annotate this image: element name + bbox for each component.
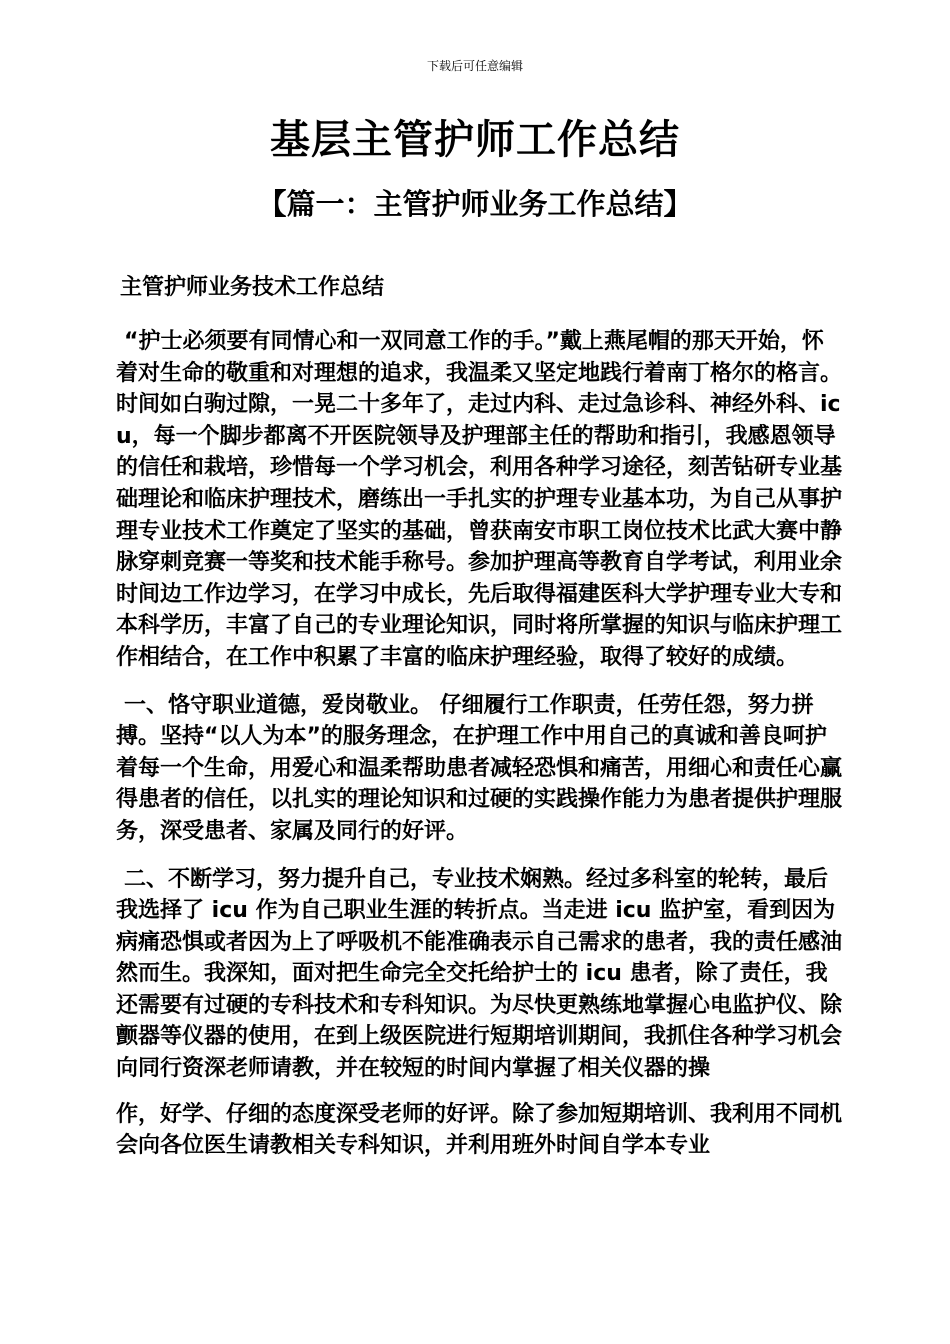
section-heading: 主管护师业务技术工作总结 <box>120 275 385 300</box>
paragraph-continued: 作，好学、仔细的态度深受老师的好评。除了参加短期培训、我利用不同机会向各位医生请教相关专科知识，并利用班外时间自学本专业 <box>116 1101 843 1159</box>
paragraph-point-two: 二、不断学习，努力提升自己，专业技术娴熟。经过多科室的轮转，最后我选择了 icu 作为自己职业生涯的转折点。当走进 icu 监护室，看到因为病痛恐惧或者因为上了呼吸机不能准确表示自己需求的患者，我的责任感油然而生。我深知，面对把生命完全交托给护士的 icu 患者，除了责任，我还需要有过硬的专科技术和专科知识。为尽快更熟练地掌握心电监护仪、除颤器等仪器的使用，在到上级医院进行短期培训期间，我抓住各种学习机会向同行资深老师请教，并在较短的时间内掌握了相关仪器的操 <box>116 866 843 1082</box>
document-body <box>116 272 842 1178</box>
paragraph-point-one: 一、恪守职业道德，爱岗敬业。 仔细履行工作职责，任劳任怨，努力拼搏。坚持“以人为本”的服务理念，在护理工作中用自己的真诚和善良呵护着每一个生命，用爱心和温柔帮助患者减轻恐惧和痛苦，用细心和责任心赢得患者的信任，以扎实的理论知识和过硬的实践操作能力为患者提供护理服务，深受患者、家属及同行的好评。 <box>116 692 843 844</box>
paragraph-intro: “护士必须要有同情心和一双同意工作的手。”戴上燕尾帽的那天开始，怀着对生命的敬重和对理想的追求，我温柔又坚定地践行着南丁格尔的格言。时间如白驹过隙，一晃二十多年了，走过内科、走过急诊科、神经外科、icu，每一个脚步都离不开医院领导及护理部主任的帮助和指引，我感恩领导的信任和栽培，珍惜每一个学习机会，利用各种学习途径，刻苦钻研专业基础理论和临床护理技术，磨练出一手扎实的护理专业基本功，为自己从事护理专业技术工作奠定了坚实的基础，曾获南安市职工岗位技术比武大赛中静脉穿刺竞赛一等奖和技术能手称号。参加护理高等教育自学考试，利用业余时间边工作边学习，在学习中成长，先后取得福建医科大学护理专业大专和本科学历，丰富了自己的专业理论知识，同时将所掌握的知识与临床护理工作相结合，在工作中积累了丰富的临床护理经验，取得了较好的成绩。 <box>116 329 843 670</box>
page-title: 基层主管护师工作总结 <box>270 117 680 163</box>
header-note: 下载后可任意编辑 <box>426 59 523 73</box>
page-subtitle: 【篇一：主管护师业务工作总结】 <box>257 187 693 221</box>
